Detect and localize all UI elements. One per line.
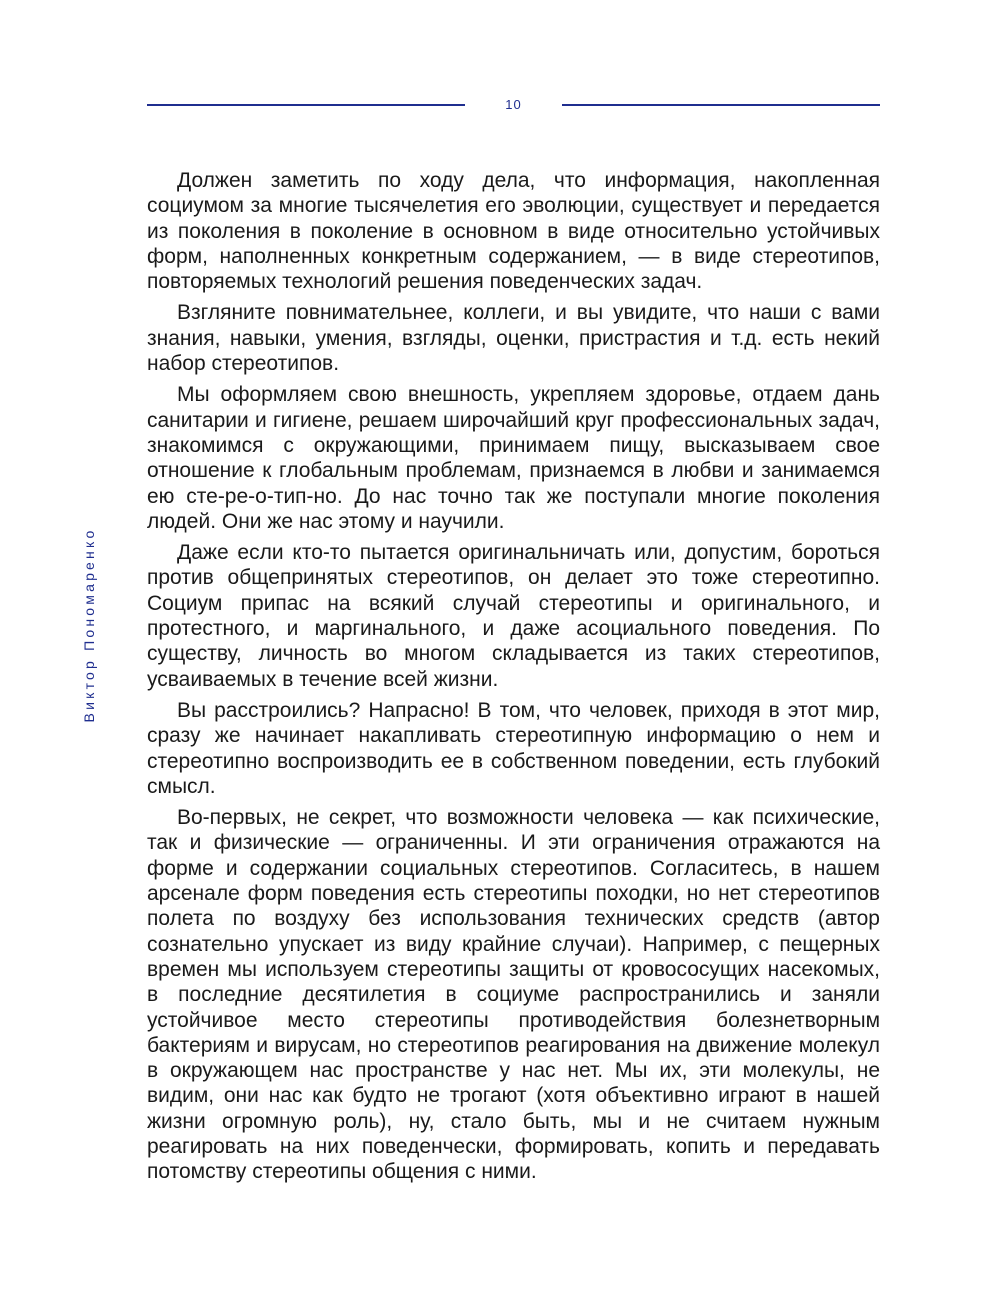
body-text [147, 168, 880, 1191]
header-rule-left [147, 104, 465, 106]
paragraph: Вы расстроились? Напрасно! В том, что человек, приходя в этот мир, сразу же начинает накапливать стереотипную информацию о нем и стереотипно воспроизводить ее в собственном поведении, есть глубокий смысл. [147, 698, 880, 798]
page-number: 10 [505, 97, 522, 112]
paragraph: Взгляните повнимательнее, коллеги, и вы увидите, что наши с вами знания, навыки, умения, взгляды, оценки, пристрастия и т.д. есть некий набор стереотипов. [147, 301, 880, 376]
paragraph: Мы оформляем свою внешность, укрепляем здоровье, отдаем дань санитарии и гигиене, решаем широчайший круг профессиональных задач, знакомимся с окружающими, принимаем пищу, высказываем свое отношение к глобальным проблемам, признаемся в любви и занимаемся ею сте-ре-о-тип-но. До нас точно так же поступали многие поколения людей. Они же нас этому и научили. [147, 383, 880, 533]
header-rule-right [562, 104, 880, 106]
paragraph: Даже если кто-то пытается оригинальничать или, допустим, бороться против общепринятых стереотипов, он делает это тоже стереотипно. Социум припас на всякий случай стереотипы и оригинального, и протестного, и маргинального, и даже асоциального поведения. По существу, личность во многом складывается из таких стереотипов, усваиваемых в течение всей жизни. [147, 541, 880, 691]
paragraph: Во-первых, не секрет, что возможности человека — как психические, так и физические — ограниченны. И эти ограничения отражаются на форме и содержании социальных стереотипов. Согласитесь, в нашем арсенале форм поведения есть стереотипы походки, но нет стереотипов полета по воздуху без использования технических средств (автор сознательно упускает из виду крайние случаи). Например, с пещерных времен мы используем стереотипы защиты от кровососущих насекомых, в последние десятилетия в социуме распространились и заняли устойчивое место стереотипы противодействия болезнетворным бактериям и вирусам, но стереотипов реагирования на движение молекул в окружающем нас пространстве у нас нет. Мы их, эти молекулы, не видим, они нас как будто не трогают (хотя объективно играют в нашей жизни огромную роль), ну, стало быть, мы и не считаем нужным реагировать на них поведенчески, формировать, копить и передавать потомству стереотипы общения с ними. [147, 806, 880, 1184]
side-author-container [74, 490, 104, 760]
side-author-name: Виктор Пономаренко [81, 527, 97, 723]
paragraph: Должен заметить по ходу дела, что информация, накопленная социумом за многие тысячелетия его эволюции, существует и передается из поколения в поколение в основном в виде относительно устойчивых форм, наполненных конкретным содержанием, — в виде стереотипов, повторяемых технологий решения поведенческих задач. [147, 169, 880, 294]
